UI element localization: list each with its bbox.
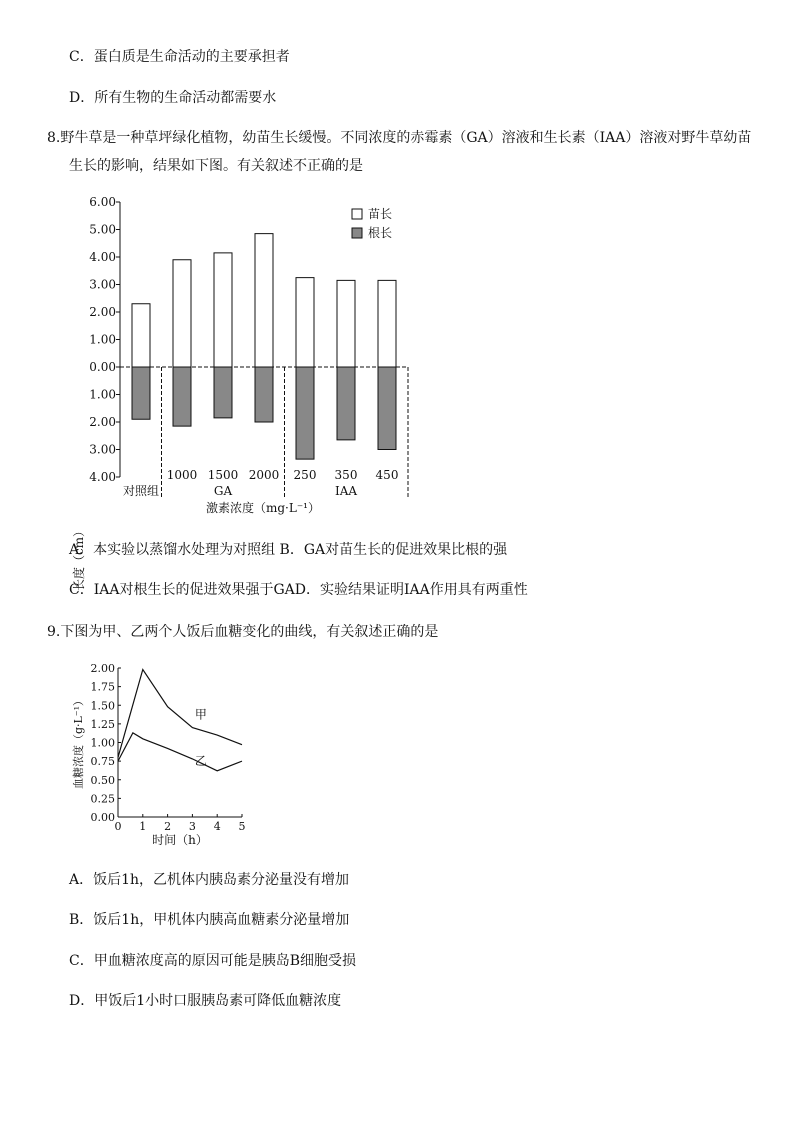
- y-tick-label: 0.25: [90, 792, 115, 806]
- bar-shoot-4: [296, 278, 314, 367]
- x-tick-label: 4: [213, 820, 221, 833]
- bar-root-2: [214, 367, 232, 418]
- series-label-1: 乙: [194, 753, 207, 768]
- x-category-label: 2000: [248, 468, 280, 482]
- y-tick-label: 1.25: [90, 717, 115, 731]
- bar-root-6: [378, 367, 396, 450]
- q9-option-a: A．饭后1h，乙机体内胰岛素分泌量没有增加: [69, 872, 350, 888]
- legend-label-root: 根长: [368, 226, 393, 240]
- bar-shoot-5: [337, 280, 355, 367]
- series-label-0: 甲: [194, 707, 207, 722]
- y-tick-label: 3.00: [89, 442, 116, 457]
- y-tick-label: 5.00: [89, 222, 116, 237]
- series-line-0: [118, 669, 242, 757]
- bar-shoot-6: [378, 280, 396, 367]
- q8-option-ab: A．本实验以蒸馏水处理为对照组 B．GA对苗生长的促进效果比根的强: [69, 542, 508, 558]
- bar-shoot-2: [214, 253, 232, 367]
- q9-stem: 9.下图为甲、乙两个人饭后血糖变化的曲线，有关叙述正确的是: [47, 624, 439, 640]
- y-tick-label: 1.75: [90, 680, 115, 694]
- y-tick-label: 1.00: [89, 387, 116, 402]
- x-category-label: 250: [293, 468, 317, 482]
- group-label-ga: GA: [213, 484, 233, 498]
- bar-root-5: [337, 367, 355, 440]
- series-line-1: [118, 733, 242, 771]
- bar-shoot-0: [132, 304, 150, 367]
- bar-root-4: [296, 367, 314, 459]
- y-tick-label: 3.00: [89, 277, 116, 292]
- legend-swatch-root: [352, 228, 362, 238]
- legend-swatch-shoot: [352, 209, 362, 219]
- q8-stem-line2: 生长的影响，结果如下图。有关叙述不正确的是: [69, 158, 363, 174]
- y-tick-label: 0.00: [90, 811, 115, 824]
- y-tick-label: 0.50: [90, 773, 115, 787]
- y-tick-label: 1.00: [90, 736, 115, 750]
- x-category-label: 1500: [207, 468, 239, 482]
- x-category-label: 350: [334, 468, 358, 482]
- y-tick-label: 0.00: [89, 360, 116, 374]
- legend: [352, 207, 392, 240]
- q8-option-cd: C．IAA对根生长的促进效果强于GAD．实验结果证明IAA作用具有两重性: [69, 582, 528, 598]
- x-tick-label: 3: [188, 820, 196, 833]
- x-axis-label: 时间（h）: [152, 833, 208, 847]
- y-tick-label: 1.50: [90, 699, 115, 713]
- y-tick-label: 6.00: [89, 195, 116, 209]
- x-axis-label: 激素浓度（mg·L⁻¹）: [206, 501, 320, 515]
- bar-root-1: [173, 367, 191, 426]
- x-tick-label: 5: [238, 820, 246, 833]
- y-tick-label: 1.00: [89, 332, 116, 347]
- y-tick-label: 2.00: [89, 305, 116, 319]
- q9-option-d: D．甲饭后1小时口服胰岛素可降低血糖浓度: [69, 993, 342, 1009]
- y-tick-label: 2.00: [89, 415, 116, 429]
- group-label-iaa: IAA: [334, 484, 358, 498]
- x-tick-label: 1: [139, 820, 147, 833]
- x-tick-label: 2: [164, 820, 172, 833]
- q7-option-c: C．蛋白质是生命活动的主要承担者: [69, 49, 290, 65]
- bar-shoot-3: [255, 234, 273, 367]
- y-axis-label: 长度（cm）: [72, 524, 86, 592]
- legend-label-shoot: 苗长: [368, 207, 393, 221]
- x-category-label: 1000: [166, 468, 198, 482]
- q9-line-chart: [60, 656, 260, 856]
- x-category-label: 450: [375, 468, 399, 482]
- bar-root-3: [255, 367, 273, 422]
- y-axis-label: 血糖浓度（g·L⁻¹）: [72, 694, 85, 790]
- bar-root-0: [132, 367, 150, 419]
- q9-option-b: B．饭后1h，甲机体内胰高血糖素分泌量增加: [69, 912, 350, 928]
- x-tick-label: 0: [114, 820, 122, 833]
- q8-stem-line1: 8.野牛草是一种草坪绿化植物，幼苗生长缓慢。不同浓度的赤霉素（GA）溶液和生长素（IAA）溶液对野牛草幼苗: [47, 130, 752, 146]
- q7-option-d: D．所有生物的生命活动都需要水: [69, 90, 277, 106]
- y-tick-label: 0.75: [90, 755, 115, 769]
- y-tick-label: 4.00: [89, 470, 116, 484]
- bar-shoot-1: [173, 260, 191, 367]
- q9-option-c: C．甲血糖浓度高的原因可能是胰岛B细胞受损: [69, 953, 356, 969]
- y-tick-label: 2.00: [90, 662, 115, 675]
- x-category-label: 对照组: [122, 484, 160, 498]
- y-tick-label: 4.00: [89, 250, 116, 264]
